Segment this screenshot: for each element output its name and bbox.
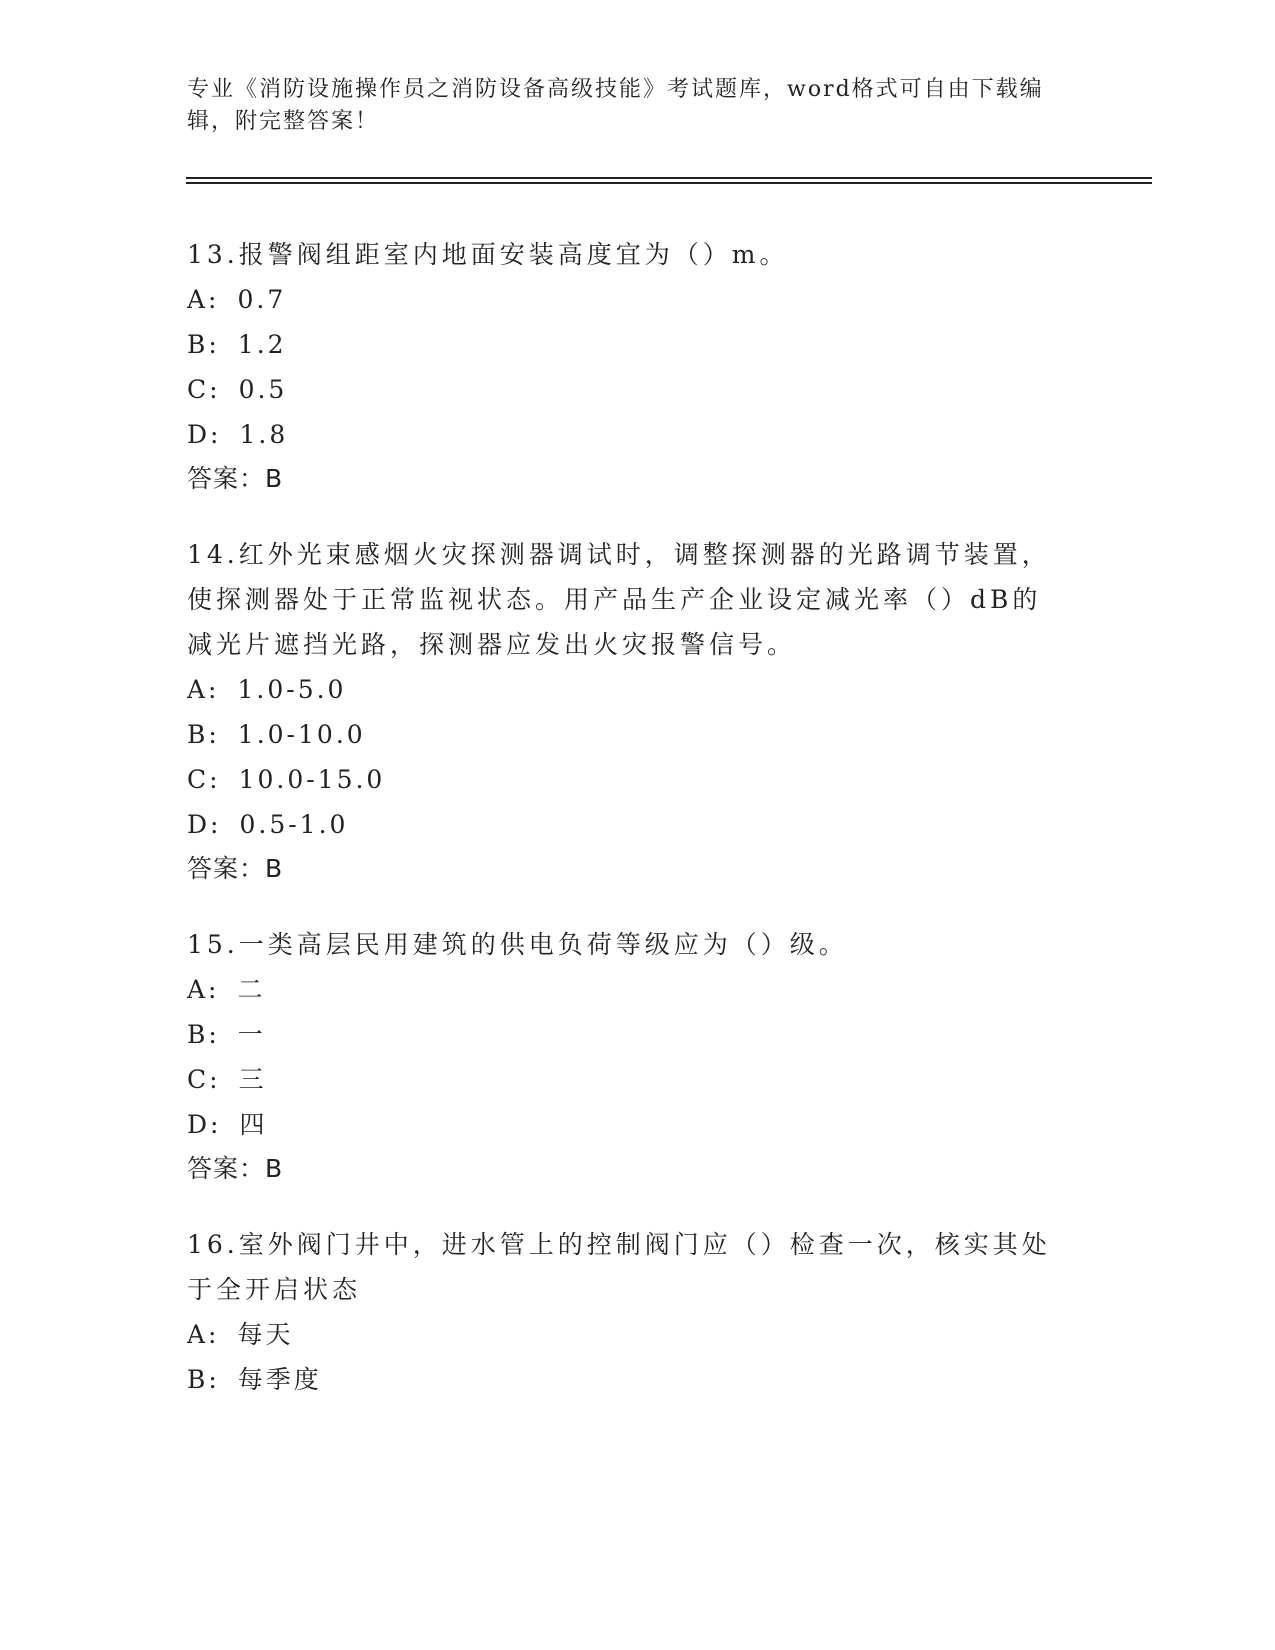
question-text: 16.室外阀门井中，进水管上的控制阀门应（）检查一次，核实其处于全开启状态 xyxy=(187,1230,1051,1304)
answer-text: 答案：B xyxy=(187,464,284,493)
question-14 xyxy=(187,532,1067,891)
document-header: 专业《消防设施操作员之消防设备高级技能》考试题库，word格式可自由下载编辑，附完整答案！ xyxy=(187,77,1044,134)
option-key: D: xyxy=(187,810,222,839)
option-key: C: xyxy=(187,1065,221,1094)
option-key: D: xyxy=(187,420,222,449)
option-value: 一 xyxy=(237,1020,266,1049)
option-value: 1.8 xyxy=(239,420,289,449)
option-value: 每季度 xyxy=(237,1365,322,1394)
option-b xyxy=(187,1357,1067,1402)
option-value: 每天 xyxy=(237,1320,294,1349)
header-divider-bottom xyxy=(186,182,1152,184)
option-c xyxy=(187,757,1067,802)
answer-text: 答案：B xyxy=(187,854,284,883)
option-value: 0.5 xyxy=(238,375,288,404)
option-key: A: xyxy=(187,975,220,1004)
option-value: 10.0-15.0 xyxy=(238,765,386,794)
option-a xyxy=(187,1312,1067,1357)
option-value: 1.0-10.0 xyxy=(237,720,366,749)
option-key: B: xyxy=(187,330,220,359)
option-key: B: xyxy=(187,720,220,749)
option-key: C: xyxy=(187,375,221,404)
option-value: 二 xyxy=(237,975,266,1004)
option-value: 1.2 xyxy=(237,330,287,359)
option-value: 1.0-5.0 xyxy=(237,675,347,704)
option-b xyxy=(187,712,1067,757)
option-d xyxy=(187,1102,1067,1147)
option-key: B: xyxy=(187,1020,220,1049)
option-value: 0.5-1.0 xyxy=(239,810,349,839)
option-key: A: xyxy=(187,285,220,314)
answer-text: 答案：B xyxy=(187,1154,284,1183)
header-divider-top xyxy=(186,177,1152,179)
option-b xyxy=(187,1012,1067,1057)
option-key: C: xyxy=(187,765,221,794)
option-key: A: xyxy=(187,675,220,704)
option-c xyxy=(187,367,1067,412)
option-value: 三 xyxy=(238,1065,267,1094)
option-c xyxy=(187,1057,1067,1102)
option-value: 四 xyxy=(239,1110,268,1139)
option-a xyxy=(187,967,1067,1012)
question-13 xyxy=(187,232,1067,501)
option-a xyxy=(187,667,1067,712)
option-d xyxy=(187,412,1067,457)
question-list xyxy=(187,232,1067,1433)
option-key: B: xyxy=(187,1365,220,1394)
option-b xyxy=(187,322,1067,367)
option-value: 0.7 xyxy=(237,285,287,314)
option-a xyxy=(187,277,1067,322)
question-15 xyxy=(187,922,1067,1191)
question-text: 14.红外光束感烟火灾探测器调试时，调整探测器的光路调节装置，使探测器处于正常监视状态。用产品生产企业设定减光率（）dB的减光片遮挡光路，探测器应发出火灾报警信号。 xyxy=(187,540,1051,659)
question-text: 13.报警阀组距室内地面安装高度宜为（）m。 xyxy=(187,240,789,269)
option-key: A: xyxy=(187,1320,220,1349)
question-text: 15.一类高层民用建筑的供电负荷等级应为（）级。 xyxy=(187,930,848,959)
option-key: D: xyxy=(187,1110,222,1139)
question-16 xyxy=(187,1222,1067,1402)
option-d xyxy=(187,802,1067,847)
